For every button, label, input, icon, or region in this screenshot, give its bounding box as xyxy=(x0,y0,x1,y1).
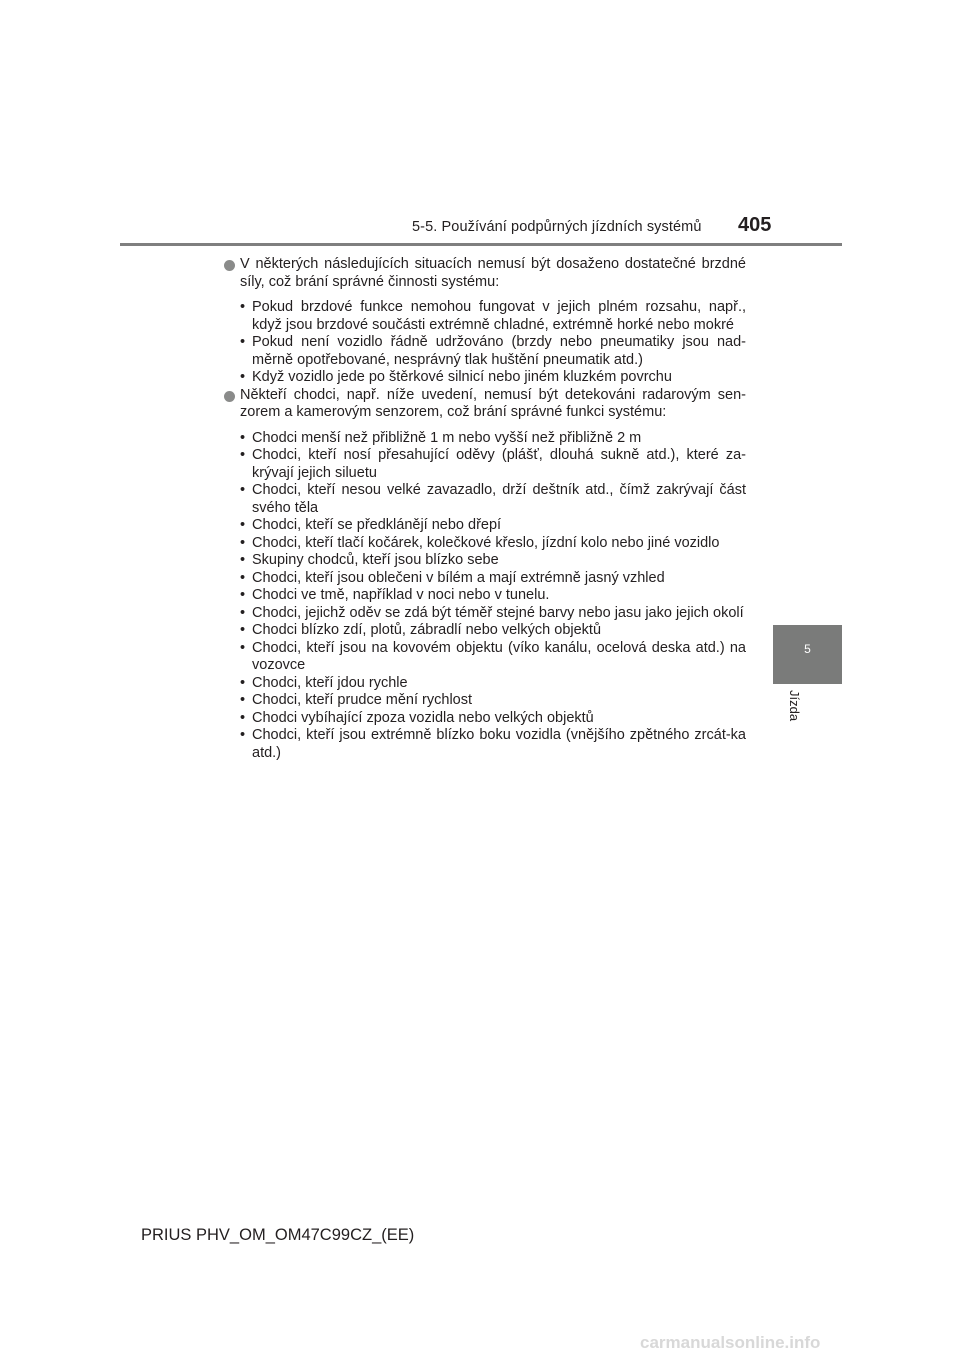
list-item: • Chodci, jejichž oděv se zdá být téměř stejné barvy nebo jasu jako jejich okolí xyxy=(240,605,746,623)
section-heading-text: Někteří chodci, např. níže uvedení, nemusí být detekováni radarovým sen-zorem a kamerovým senzorem, což brání správné funkci systému: xyxy=(240,386,746,420)
list-item: • Chodci menší než přibližně 1 m nebo vyšší než přibližně 2 m xyxy=(240,430,746,448)
list-item: • Chodci, kteří nesou velké zavazadlo, drží deštník atd., čímž zakrývají část svého těla xyxy=(240,482,746,517)
list-item: • Chodci vybíhající zpoza vozidla nebo velkých objektů xyxy=(240,710,746,728)
circle-bullet-icon xyxy=(224,391,235,402)
header-divider xyxy=(120,243,842,246)
section-heading-text: V některých následujících situacích nemusí být dosaženo dostatečné brzdné síly, což brání správné činnosti systému: xyxy=(240,256,746,290)
page-number: 405 xyxy=(738,214,772,236)
chapter-tab xyxy=(773,625,842,684)
list-item: • Pokud není vozidlo řádně udržováno (brzdy nebo pneumatiky jsou nad-měrně opotřebované, nesprávný tlak huštění pneumatik atd.) xyxy=(240,334,746,369)
list-item: • Chodci, kteří se předklánějí nebo dřepí xyxy=(240,517,746,535)
list-item: • Chodci, kteří jdou rychle xyxy=(240,675,746,693)
list-item: • Chodci, kteří jsou na kovovém objektu (víko kanálu, ocelová deska atd.) na vozovce xyxy=(240,640,746,675)
section-title: 5-5. Používání podpůrných jízdních systémů xyxy=(412,219,702,235)
list-item: • Když vozidlo jede po štěrkové silnicí nebo jiném kluzkém povrchu xyxy=(240,369,746,387)
chapter-number: 5 xyxy=(804,642,811,656)
section-pedestrians xyxy=(224,387,746,763)
list-item: • Chodci, kteří prudce mění rychlost xyxy=(240,692,746,710)
list-item: • Chodci ve tmě, například v noci nebo v tunelu. xyxy=(240,587,746,605)
list-item: • Chodci, kteří nosí přesahující oděvy (plášť, dlouhá sukně atd.), které za-krývají jejich siluetu xyxy=(240,447,746,482)
section-braking xyxy=(224,256,746,387)
pedestrian-conditions-list xyxy=(224,430,746,763)
list-item: • Pokud brzdové funkce nemohou fungovat v jejich plném rozsahu, např., když jsou brzdové součásti extrémně chladné, extrémně horké nebo mokré xyxy=(240,299,746,334)
watermark: carmanualsonline.info xyxy=(640,1333,821,1352)
list-item: • Chodci blízko zdí, plotů, zábradlí nebo velkých objektů xyxy=(240,622,746,640)
list-item: • Chodci, kteří jsou extrémně blízko boku vozidla (vnějšího zpětného zrcát-ka atd.) xyxy=(240,727,746,762)
page-content xyxy=(224,256,746,762)
chapter-label: Jízda xyxy=(787,690,802,722)
list-item: • Chodci, kteří tlačí kočárek, kolečkové křeslo, jízdní kolo nebo jiné vozidlo xyxy=(240,535,746,553)
circle-bullet-icon xyxy=(224,260,235,271)
braking-conditions-list xyxy=(224,299,746,387)
section-heading xyxy=(224,387,746,422)
list-item: • Chodci, kteří jsou oblečeni v bílém a mají extrémně jasný vzhled xyxy=(240,570,746,588)
list-item: • Skupiny chodců, kteří jsou blízko sebe xyxy=(240,552,746,570)
section-heading xyxy=(224,256,746,291)
document-code: PRIUS PHV_OM_OM47C99CZ_(EE) xyxy=(141,1226,415,1244)
